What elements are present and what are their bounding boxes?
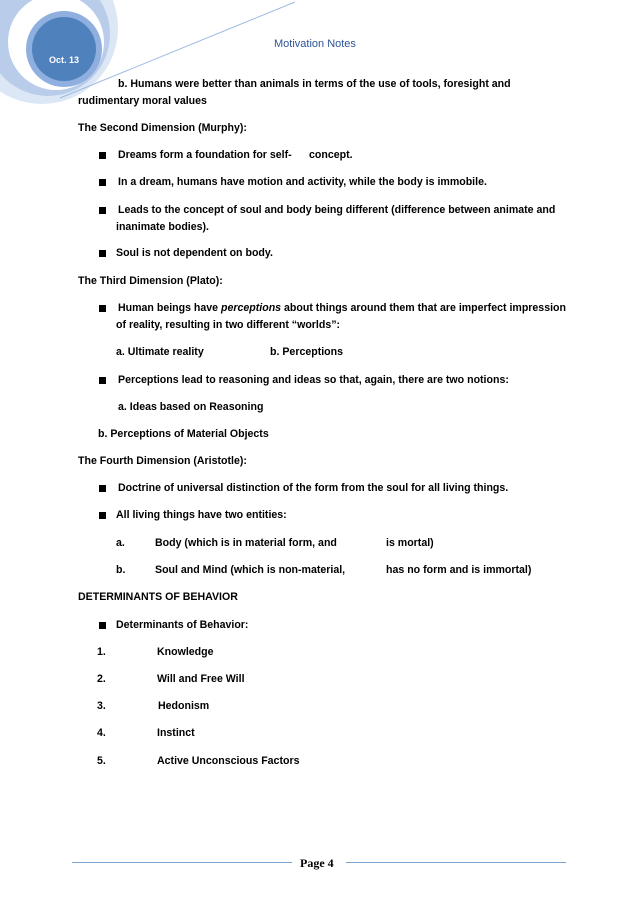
bullet-icon [99,485,106,492]
bullet-icon [99,179,106,186]
fourth-dimension-heading: The Fourth Dimension (Aristotle): [78,455,247,467]
fourth-item-b-marker: b. [116,564,126,576]
third-bullet-1-line-1: Human beings have perceptions about things around them that are imperfect impression [118,302,566,314]
second-bullet-1a: Dreams form a foundation for self- [118,149,292,161]
second-bullet-3-line-1: Leads to the concept of soul and body being different (difference between animate and [118,204,556,216]
footer-rule-left [72,862,292,863]
second-bullet-4: Soul is not dependent on body. [116,247,273,259]
determinant-label: Active Unconscious Factors [157,755,300,767]
fourth-bullet-2: All living things have two entities: [116,509,287,521]
determinant-number: 1. [97,646,106,658]
determinant-number: 3. [97,700,106,712]
second-dimension-heading: The Second Dimension (Murphy): [78,122,247,134]
third-dimension-heading: The Third Dimension (Plato): [78,275,223,287]
bullet-icon [99,377,106,384]
third-sub-a: a. Ultimate reality [116,346,204,358]
bullet-icon [99,152,106,159]
fourth-item-a-marker: a. [116,537,125,549]
determinant-label: Knowledge [157,646,214,658]
bullet-icon [99,305,106,312]
fourth-item-a-col-2: is mortal) [386,537,434,549]
date-badge: Oct. 13 [48,55,79,65]
bullet-icon [99,207,106,214]
third-sub2-a: a. Ideas based on Reasoning [118,401,264,413]
determinant-number: 5. [97,755,106,767]
third-sub-b: b. Perceptions [270,346,343,358]
determinant-label: Instinct [157,727,195,739]
bullet-icon [99,622,106,629]
determinants-bullet: Determinants of Behavior: [116,619,249,631]
page-number: Page 4 [300,856,334,870]
third-bullet-1-line-2: of reality, resulting in two different “worlds”: [116,319,341,331]
fourth-item-b-col-1: Soul and Mind (which is non-material, [155,564,346,576]
third-sub2-b: b. Perceptions of Material Objects [98,428,269,440]
header-title: Motivation Notes [274,38,356,50]
second-bullet-3-line-2: inanimate bodies). [116,221,210,233]
footer-rule-right [346,862,566,863]
determinant-number: 2. [97,673,106,685]
third-bullet-2: Perceptions lead to reasoning and ideas so that, again, there are two notions: [118,374,509,386]
fourth-bullet-1: Doctrine of universal distinction of the form from the soul for all living things. [118,482,509,494]
second-bullet-1b: concept. [309,149,353,161]
determinant-label: Hedonism [158,700,210,712]
bullet-icon [99,512,106,519]
determinant-label: Will and Free Will [157,673,245,685]
intro-line-2: rudimentary moral values [78,95,207,107]
second-bullet-2: In a dream, humans have motion and activity, while the body is immobile. [118,176,487,188]
determinant-number: 4. [97,727,106,739]
bullet-icon [99,250,106,257]
fourth-item-b-col-2: has no form and is immortal) [386,564,532,576]
determinants-heading: DETERMINANTS OF BEHAVIOR [78,591,238,603]
intro-line-1: b. Humans were better than animals in terms of the use of tools, foresight and [118,78,511,90]
fourth-item-a-col-1: Body (which is in material form, and [155,537,337,549]
